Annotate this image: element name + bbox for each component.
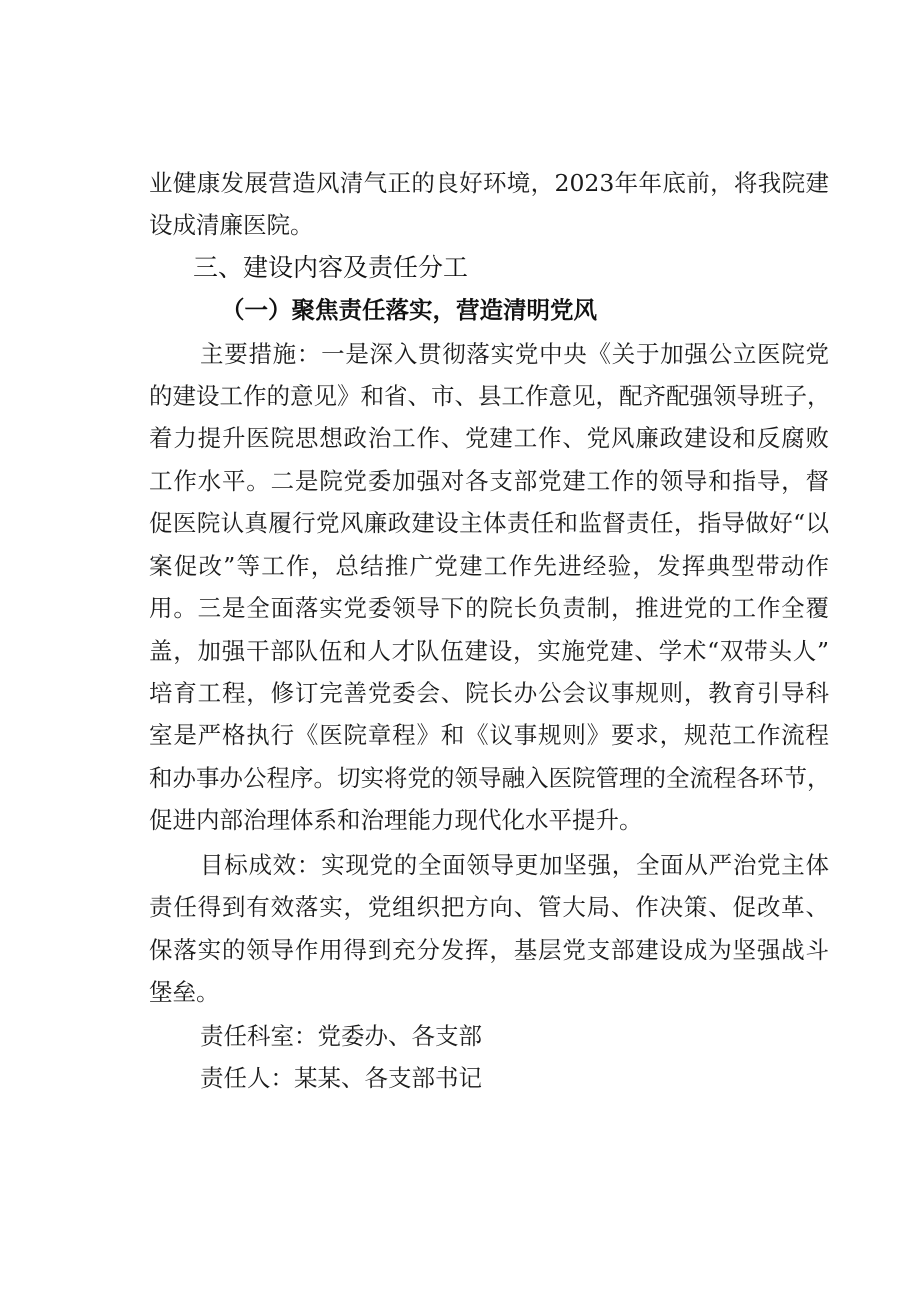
measures-line-4: 工作水平。二是院党委加强对各支部党建工作的领导和指导，督 [149,467,829,495]
goals-line-4: 堡垒。 [149,978,220,1006]
responsible-department: 责任科室：党委办、各支部 [200,1022,482,1050]
section-heading: 三、建设内容及责任分工 [193,253,469,282]
measures-line-3: 着力提升医院思想政治工作、党建工作、党风廉政建设和反腐败 [149,424,829,452]
goals-line-3: 保落实的领导作用得到充分发挥，基层党支部建设成为坚强战斗 [149,936,829,964]
measures-line-6: 案促改”等工作，总结推广党建工作先进经验，发挥典型带动作 [149,552,829,580]
intro-line-1: 业健康发展营造风清气正的良好环境，2023年年底前，将我院建 [149,169,829,197]
measures-line-9: 培育工程，修订完善党委会、院长办公会议事规则，教育引导科 [149,679,829,707]
measures-line-1: 主要措施：一是深入贯彻落实党中央《关于加强公立医院党 [200,340,829,368]
measures-line-8: 盖，加强干部队伍和人才队伍建设，实施党建、学术“双带头人” [149,637,829,665]
measures-line-5: 促医院认真履行党风廉政建设主体责任和监督责任，指导做好“以 [149,509,829,537]
measures-line-12: 促进内部治理体系和治理能力现代化水平提升。 [149,806,643,834]
subsection-heading: （一）聚焦责任落实，营造清明党风 [221,296,597,324]
responsible-person: 责任人：某某、各支部书记 [200,1064,482,1092]
measures-line-7: 用。三是全面落实党委领导下的院长负责制，推进党的工作全覆 [149,594,829,622]
measures-line-2: 的建设工作的意见》和省、市、县工作意见，配齐配强领导班子， [149,382,831,410]
measures-line-10: 室是严格执行《医院章程》和《议事规则》要求，规范工作流程 [149,721,829,749]
measures-line-11: 和办事办公程序。切实将党的领导融入医院管理的全流程各环节， [149,764,831,792]
goals-line-2: 责任得到有效落实，党组织把方向、管大局、作决策、促改革、 [149,893,829,921]
goals-line-1: 目标成效：实现党的全面领导更加坚强，全面从严治党主体 [200,851,829,879]
intro-line-2: 设成清廉医院。 [149,211,314,239]
